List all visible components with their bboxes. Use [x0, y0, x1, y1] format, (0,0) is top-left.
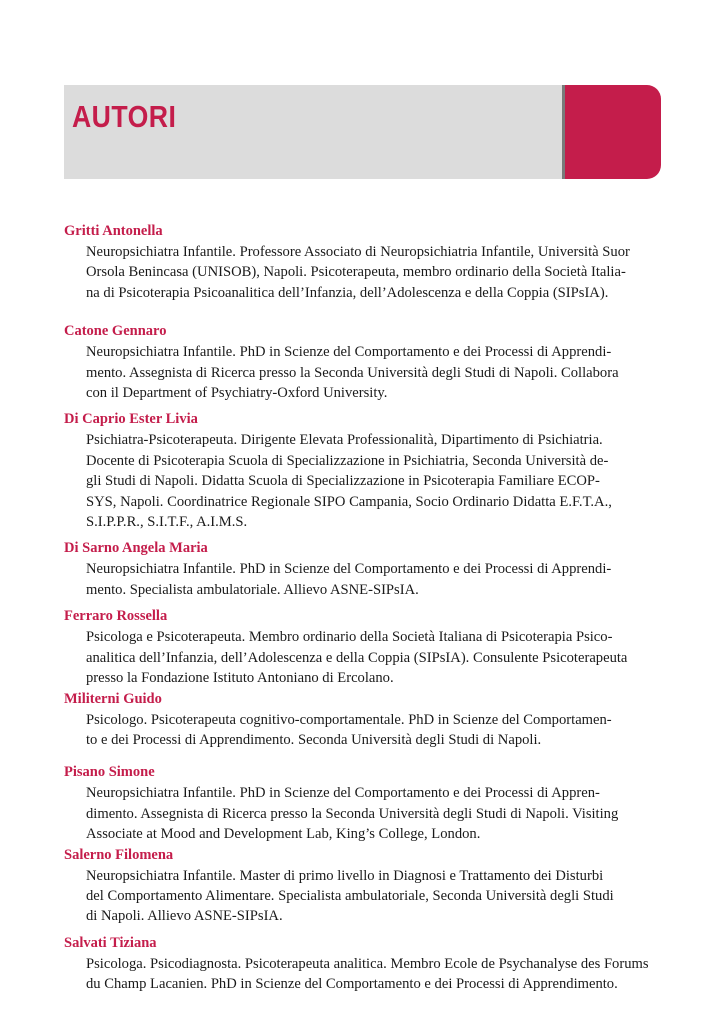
author-entry [64, 689, 661, 751]
bio-line: Neuropsichiatra Infantile. PhD in Scienze del Comportamento e dei Processi di Apprendi- [86, 561, 612, 578]
bio-line: di Napoli. Allievo ASNE-SIPsIA. [86, 908, 283, 925]
author-name: Militerni Guido [64, 690, 162, 707]
author-name: Ferraro Rossella [64, 608, 168, 625]
author-entry [64, 762, 661, 844]
author-bio [64, 627, 661, 688]
bio-line: Psicologa e Psicoterapeuta. Membro ordinario della Società Italiana di Psicoterapia Psico- [86, 629, 613, 646]
bio-line: Neuropsichiatra Infantile. Master di primo livello in Diagnosi e Trattamento dei Disturbi [86, 867, 604, 884]
bio-line: analitica dell’Infanzia, dell’Adolescenza e della Coppia (SIPsIA). Consulente Psicoterapeuta [86, 649, 628, 666]
bio-line: Associate at Mood and Development Lab, King’s College, London. [86, 826, 481, 843]
bio-line: mento. Assegnista di Ricerca presso la Seconda Università degli Studi di Napoli. Collabora [86, 364, 619, 381]
header-banner [64, 85, 661, 179]
author-name: Salvati Tiziana [64, 934, 157, 951]
bio-line: Orsola Benincasa (UNISOB), Napoli. Psicoterapeuta, membro ordinario della Società Italia- [86, 264, 626, 281]
author-bio [64, 559, 661, 600]
bio-line: na di Psicoterapia Psicoanalitica dell’Infanzia, dell’Adolescenza e della Coppia (SIPsIA). [86, 284, 609, 301]
bio-line: con il Department of Psychiatry-Oxford University. [86, 385, 388, 402]
author-entry [64, 933, 661, 995]
bio-line: gli Studi di Napoli. Didatta Scuola di Specializzazione in Psicoterapia Familiare ECOP- [86, 473, 600, 490]
author-bio [64, 342, 661, 403]
author-entry [64, 606, 661, 688]
author-entry [64, 409, 661, 532]
bio-line: Psichiatra-Psicoterapeuta. Dirigente Elevata Professionalità, Dipartimento di Psichiatria. [86, 432, 603, 449]
author-bio [64, 954, 661, 995]
author-name: Di Sarno Angela Maria [64, 540, 208, 557]
author-entry [64, 221, 661, 303]
author-bio [64, 430, 661, 532]
author-bio [64, 710, 661, 751]
author-entry [64, 538, 661, 600]
author-name: Salerno Filomena [64, 846, 174, 863]
bio-line: mento. Specialista ambulatoriale. Allievo ASNE-SIPsIA. [86, 581, 419, 598]
author-name: Catone Gennaro [64, 323, 167, 340]
author-name: Pisano Simone [64, 764, 155, 781]
author-bio [64, 242, 661, 303]
bio-line: du Champ Lacanien. PhD in Scienze del Comportamento e dei Processi di Apprendimento. [86, 976, 618, 993]
bio-line: S.I.P.P.R., S.I.T.F., A.I.M.S. [86, 514, 248, 531]
bio-line: dimento. Assegnista di Ricerca presso la Seconda Università degli Studi di Napoli. Visiting [86, 805, 619, 822]
bio-line: Neuropsichiatra Infantile. PhD in Scienze del Comportamento e dei Processi di Apprendi- [86, 344, 612, 361]
header-accent-tab [565, 85, 661, 179]
bio-line: Psicologo. Psicoterapeuta cognitivo-comportamentale. PhD in Scienze del Comportamen- [86, 711, 612, 728]
page-title: AUTORI [72, 99, 177, 134]
author-list [64, 221, 661, 995]
bio-line: presso la Fondazione Istituto Antoniano di Ercolano. [86, 670, 394, 687]
bio-line: del Comportamento Alimentare. Specialista ambulatoriale, Seconda Università degli Studi [86, 887, 614, 904]
bio-line: SYS, Napoli. Coordinatrice Regionale SIPO Campania, Socio Ordinario Didatta E.F.T.A., [86, 493, 612, 510]
bio-line: to e dei Processi di Apprendimento. Seconda Università degli Studi di Napoli. [86, 731, 542, 748]
author-bio [64, 866, 661, 927]
author-entry [64, 321, 661, 403]
bio-line: Neuropsichiatra Infantile. PhD in Scienze del Comportamento e dei Processi di Appren- [86, 785, 600, 802]
author-name: Di Caprio Ester Livia [64, 411, 198, 428]
bio-line: Neuropsichiatra Infantile. Professore Associato di Neuropsichiatria Infantile, Università Suor [86, 244, 630, 260]
author-entry [64, 845, 661, 927]
bio-line: Docente di Psicoterapia Scuola di Specializzazione in Psichiatria, Seconda Università de- [86, 452, 609, 469]
author-bio [64, 783, 661, 844]
bio-line: Psicologa. Psicodiagnosta. Psicoterapeuta analitica. Membro Ecole de Psychanalyse des Forums [86, 955, 649, 972]
author-name: Gritti Antonella [64, 223, 163, 239]
